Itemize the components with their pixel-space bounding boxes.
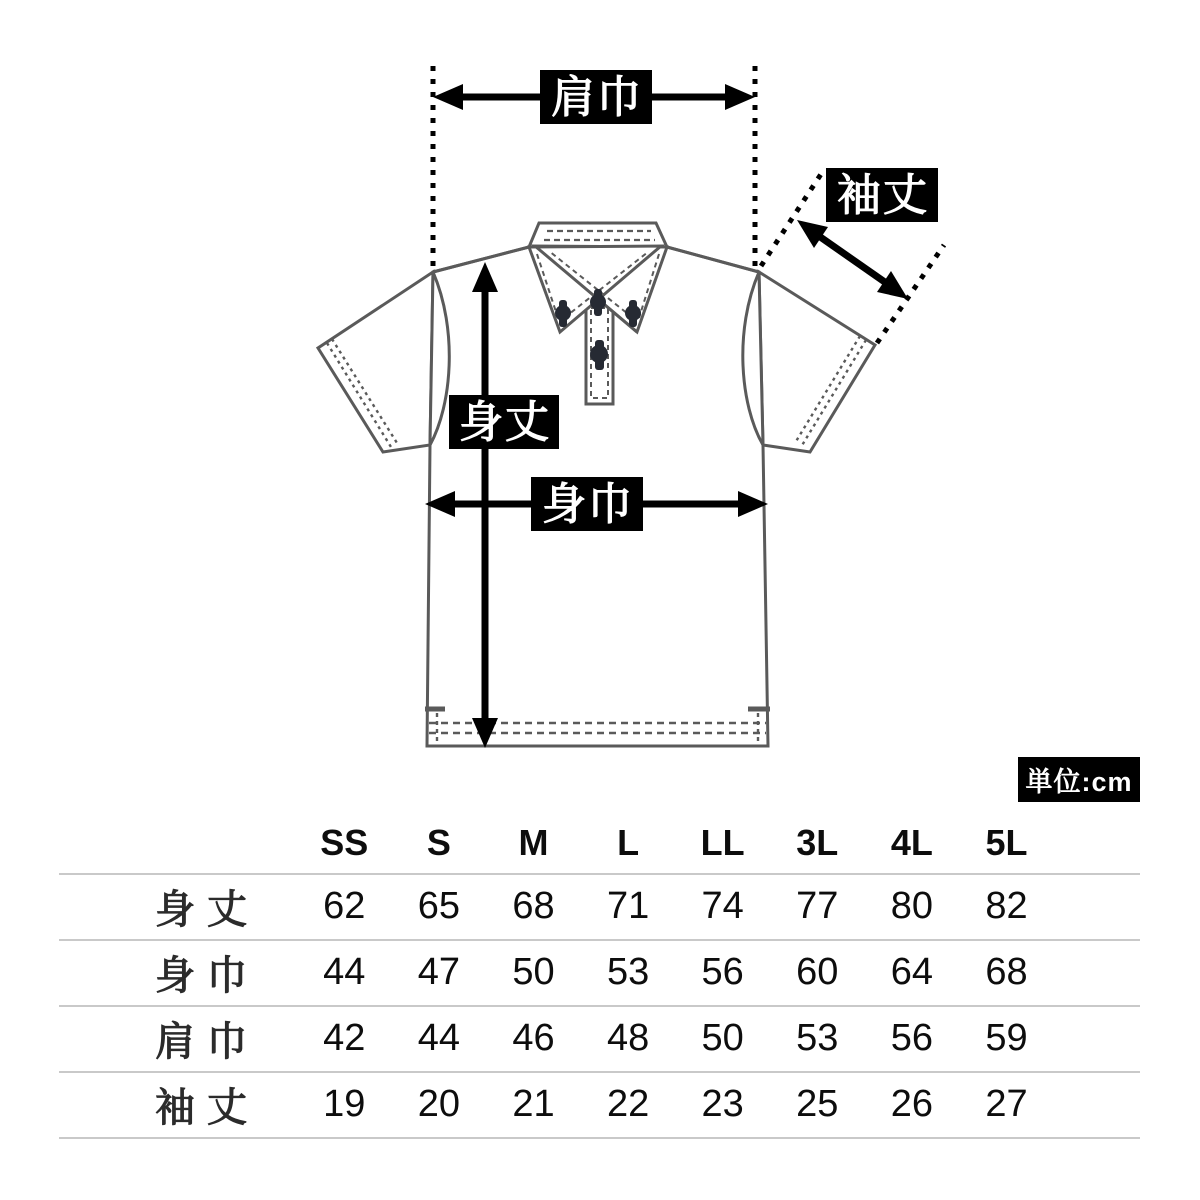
collar-band (529, 223, 667, 247)
cell: 53 (796, 1016, 839, 1059)
cell: 44 (417, 1016, 461, 1059)
column-header: L (617, 821, 640, 863)
table-divider (59, 939, 1140, 941)
cell: 50 (701, 1016, 744, 1059)
size-table-header-row (59, 812, 1140, 873)
cell: 25 (796, 1082, 839, 1125)
size-table (59, 812, 1140, 1142)
cell: 64 (890, 950, 933, 993)
table-row-sleeve-length (59, 1071, 1140, 1137)
cell: 65 (417, 884, 461, 927)
row-label: 肩巾 (155, 1019, 259, 1064)
cell: 60 (796, 950, 839, 993)
row-label: 身巾 (155, 953, 259, 998)
sleeve-length-label: 袖丈 (837, 171, 929, 220)
cell: 80 (890, 884, 933, 927)
cell: 68 (512, 884, 555, 927)
sleeve-length-arrow (797, 220, 908, 299)
cell: 19 (323, 1082, 366, 1125)
table-divider (59, 1071, 1140, 1073)
row-label: 袖丈 (155, 1085, 259, 1130)
cell: 21 (512, 1082, 555, 1125)
table-row-shoulder-width (59, 1005, 1140, 1071)
cell: 46 (512, 1016, 555, 1059)
column-header: 4L (890, 821, 933, 863)
cell: 47 (417, 950, 461, 993)
cell: 68 (985, 950, 1028, 993)
column-header: M (518, 821, 549, 863)
cell: 56 (701, 950, 744, 993)
cell: 62 (323, 884, 366, 927)
left-sleeve (318, 272, 433, 452)
column-header: 5L (985, 821, 1028, 863)
cell: 26 (890, 1082, 933, 1125)
cell: 50 (512, 950, 555, 993)
cell: 71 (606, 884, 650, 927)
body-width-label: 身巾 (542, 480, 634, 529)
cell: 20 (417, 1082, 461, 1125)
cell: 77 (796, 884, 839, 927)
table-divider (59, 1005, 1140, 1007)
body-length-label: 身丈 (459, 398, 551, 447)
cell: 59 (985, 1016, 1028, 1059)
cell: 56 (890, 1016, 933, 1059)
cell: 82 (985, 884, 1028, 927)
cell: 44 (323, 950, 366, 993)
sleeve-guide-inner (761, 168, 825, 266)
row-label: 身丈 (155, 887, 259, 932)
cell: 53 (606, 950, 650, 993)
column-header: 3L (796, 821, 839, 863)
cell: 23 (701, 1082, 744, 1125)
cell: 74 (701, 884, 744, 927)
shoulder-width-label: 肩巾 (551, 73, 643, 122)
table-divider (59, 873, 1140, 875)
cell: 22 (606, 1082, 650, 1125)
cell: 48 (606, 1016, 650, 1059)
table-row-body-width (59, 939, 1140, 1005)
right-sleeve (759, 272, 875, 452)
column-header: LL (700, 821, 745, 863)
table-row-body-length (59, 873, 1140, 939)
unit-badge: 単位:cm (1018, 757, 1140, 802)
cell: 42 (323, 1016, 366, 1059)
column-header: S (426, 821, 451, 863)
cell: 27 (985, 1082, 1028, 1125)
table-divider (59, 1137, 1140, 1139)
column-header: SS (320, 821, 369, 863)
